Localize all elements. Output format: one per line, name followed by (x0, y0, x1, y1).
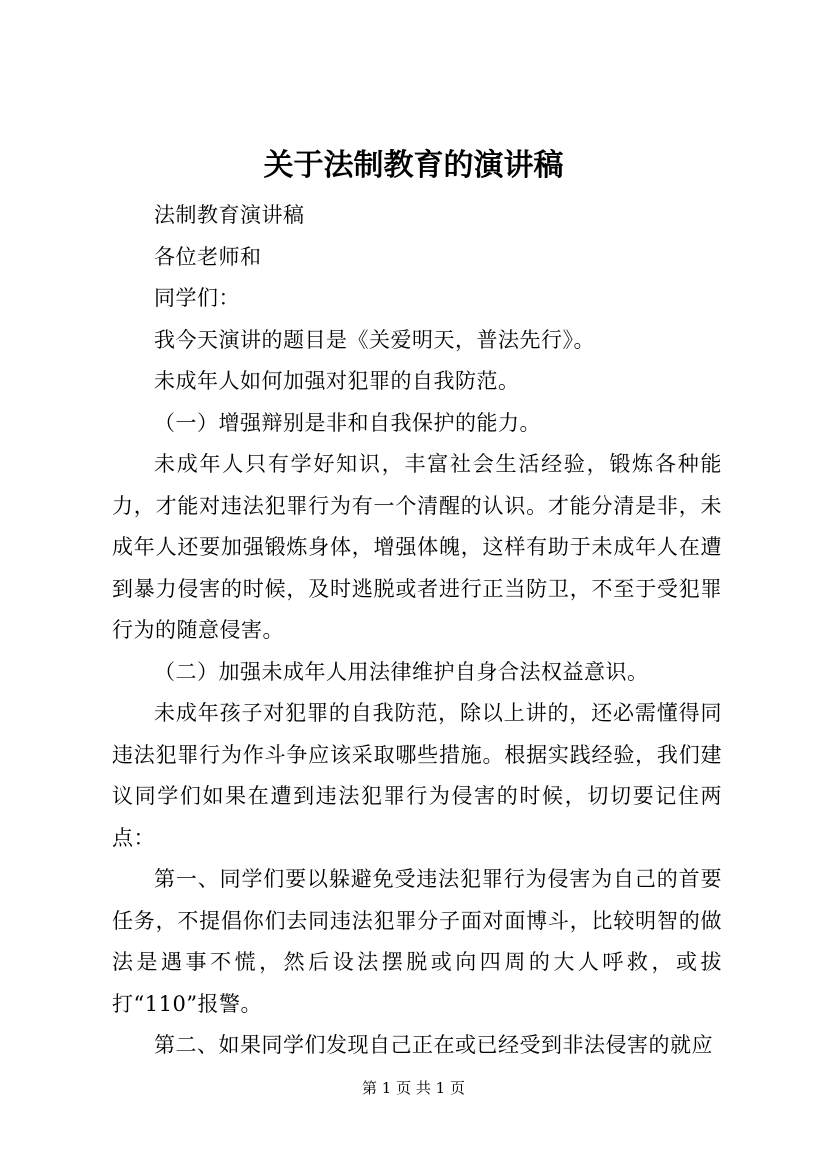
paragraph: 未成年孩子对犯罪的自我防范，除以上讲的，还必需懂得同违法犯罪行为作斗争应该采取哪些措施。根据实践经验，我们建议同学们如果在遭到违法犯罪行为侵害的时候，切切要记住两点： (112, 701, 722, 850)
paragraph: 法制教育演讲稿 (154, 203, 305, 227)
paragraph: 第一、同学们要以躲避免受违法犯罪行为侵害为自己的首要任务，不提倡你们去同违法犯罪分子面对面博斗，比较明智的做法是遇事不慌，然后设法摆脱或向四周的大人呼救，或拔打“110”报警。 (112, 867, 722, 1016)
paragraph: 各位老师和 (154, 244, 262, 269)
paragraph: （一）增强辩别是非和自我保护的能力。 (154, 410, 541, 435)
paragraph: 未成年人只有学好知识，丰富社会生活经验，锻炼各种能力，才能对违法犯罪行为有一个清醒的认识。才能分清是非，未成年人还要加强锻炼身体，增强体魄，这样有助于未成年人在遭到暴力侵害的时候，及时逃脱或者进行正当防卫，不至于受犯罪行为的随意侵害。 (112, 452, 722, 642)
page-footer: 第 1 页 共 1 页 (362, 1079, 465, 1097)
paragraph: 我今天演讲的题目是《关爱明天，普法先行》。 (154, 327, 595, 352)
document-body (112, 195, 722, 1067)
paragraph: 第二、如果同学们发现自己正在或已经受到非法侵害的就应 (154, 1033, 713, 1057)
paragraph: 同学们： (154, 286, 240, 310)
document-title: 关于法制教育的演讲稿 (263, 148, 564, 183)
paragraph: （二）加强未成年人用法律维护自身合法权益意识。 (154, 659, 649, 684)
paragraph: 未成年人如何加强对犯罪的自我防范。 (154, 369, 520, 393)
